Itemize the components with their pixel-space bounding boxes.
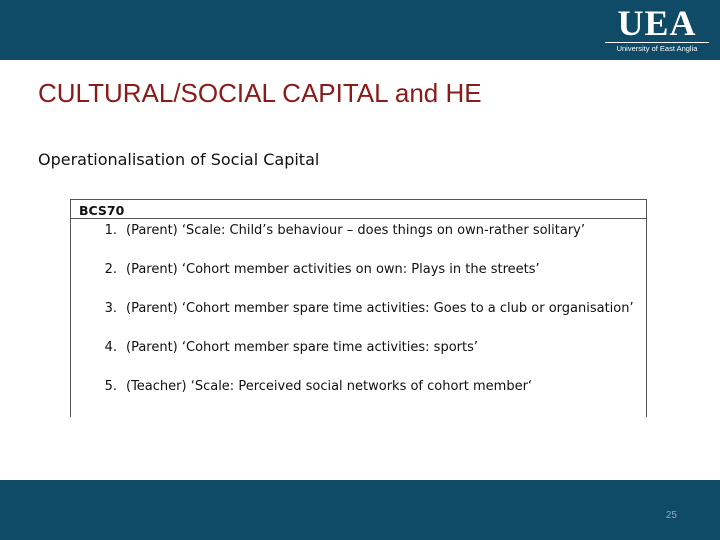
list-item [71, 262, 646, 282]
page-number: 25 [665, 510, 677, 521]
item-text: (Parent) ‘Cohort member activities on own: Plays in the streets’ [126, 262, 540, 277]
table-header [71, 199, 646, 219]
logo-subtitle: University of East Anglia [605, 42, 709, 53]
list-item [71, 340, 646, 360]
header-bar [0, 0, 720, 60]
item-number: 5. [104, 379, 117, 394]
list-item [71, 379, 646, 399]
bcs70-table [70, 199, 647, 417]
item-number: 1. [104, 223, 117, 238]
item-text: (Teacher) ‘Scale: Perceived social networks of cohort member‘ [126, 379, 533, 394]
slide-subtitle: Operationalisation of Social Capital [38, 150, 320, 169]
table-header-label: BCS70 [79, 203, 125, 218]
item-number: 2. [104, 262, 117, 277]
item-text: (Parent) ‘Cohort member spare time activities: sports’ [126, 340, 479, 355]
list-item [71, 223, 646, 243]
slide-title: CULTURAL/SOCIAL CAPITAL and HE [38, 78, 482, 108]
logo-mark: UEA [617, 3, 697, 43]
item-text: (Parent) ‘Cohort member spare time activities: Goes to a club or organisation’ [126, 301, 634, 316]
item-number: 4. [104, 340, 117, 355]
item-number: 3. [104, 301, 117, 316]
uea-logo [602, 4, 712, 56]
footer-bar [0, 480, 720, 540]
list-item [71, 301, 646, 321]
item-text: (Parent) ‘Scale: Child’s behaviour – does things on own-rather solitary’ [126, 223, 586, 238]
